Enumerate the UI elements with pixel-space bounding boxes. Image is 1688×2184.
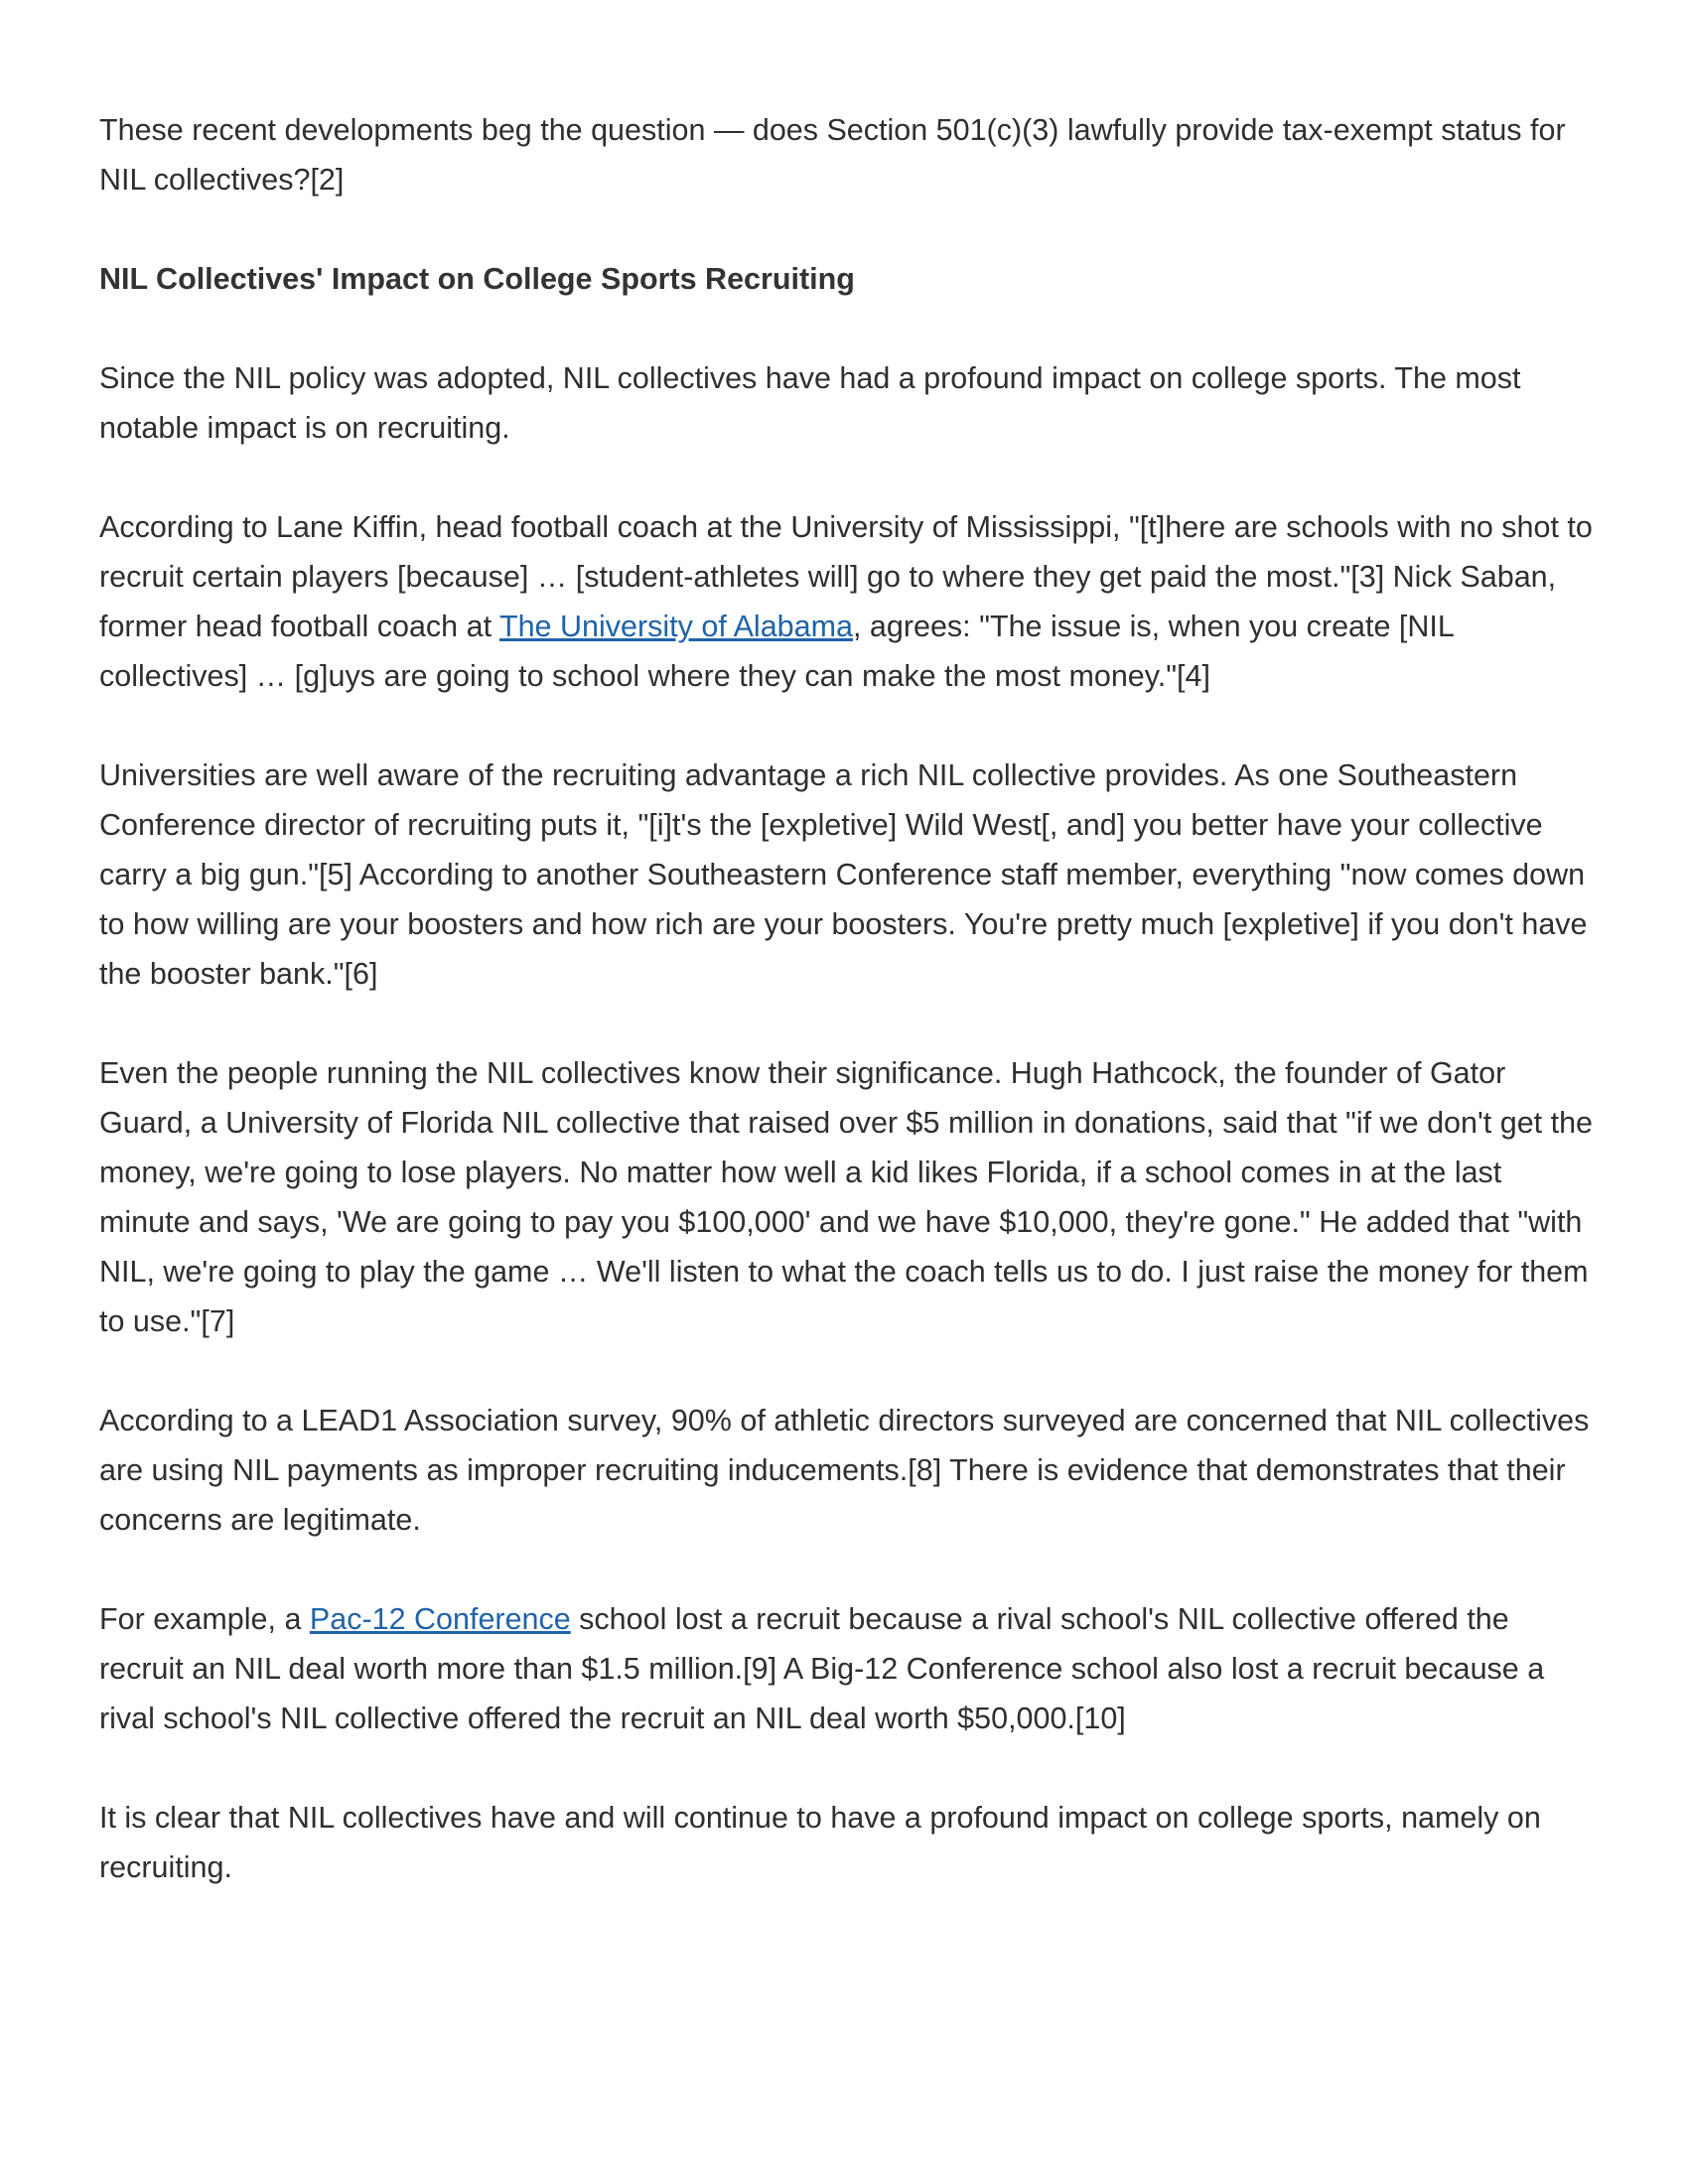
paragraph-conclusion: It is clear that NIL collectives have and will continue to have a profound impact on college sports, namely on recruiting.	[99, 1801, 1541, 1884]
paragraph-lead1-survey: According to a LEAD1 Association survey, 90% of athletic directors surveyed are concerned that NIL collectives are using NIL payments as improper recruiting inducements.[8] There is evidence that demonstrates that their concerns are legitimate.	[99, 1404, 1590, 1537]
paragraph-text: school lost a recruit because a rival school's NIL collective offered the recruit an NIL deal worth more than $1.5 million.[9] A Big-12 Conference school also lost a recruit because a rival school's NIL collective offered the recruit an NIL deal worth $50,000.[10]	[99, 1602, 1545, 1735]
paragraph-examples	[99, 1594, 1599, 1743]
paragraph-text: For example, a	[99, 1602, 310, 1636]
document-page	[99, 105, 1599, 1942]
section-heading: NIL Collectives' Impact on College Sports Recruiting	[99, 262, 855, 296]
paragraph-text: , agrees: "The issue is, when you create [NIL collectives] … [g]uys are going to school where they can make the most money."[4]	[99, 610, 1454, 693]
paragraph-kiffin-saban	[99, 502, 1599, 701]
paragraph-text: According to Lane Kiffin, head football coach at the University of Mississippi, "[t]here are schools with no shot to recruit certain players [because] … [student-athletes will] go to where they get paid the most."[3] Nick Saban, former head football coach at	[99, 510, 1593, 643]
paragraph-hathcock: Even the people running the NIL collectives know their significance. Hugh Hathcock, the founder of Gator Guard, a University of Florida NIL collective that raised over $5 million in donations, said that "if we don't get the money, we're going to lose players. No matter how well a kid likes Florida, if a school comes in at the last minute and says, 'We are going to pay you $100,000' and we have $10,000, they're gone." He added that "with NIL, we're going to play the game … We'll listen to what the coach tells us to do. I just raise the money for them to use."[7]	[99, 1056, 1594, 1338]
pac12-link[interactable]: Pac-12 Conference	[309, 1602, 571, 1636]
alabama-link[interactable]: The University of Alabama	[498, 610, 853, 643]
paragraph-recruiting-advantage: Universities are well aware of the recruiting advantage a rich NIL collective provides. As one Southeastern Conference director of recruiting puts it, "[i]t's the [expletive] Wild West[, and] you better have your collective carry a big gun."[5] According to another Southeastern Conference staff member, everything "now comes down to how willing are your boosters and how rich are your boosters. You're pretty much [expletive] if you don't have the booster bank."[6]	[99, 758, 1588, 991]
paragraph-recruiting-impact: Since the NIL policy was adopted, NIL collectives have had a profound impact on college sports. The most notable impact is on recruiting.	[99, 361, 1521, 445]
intro-paragraph: These recent developments beg the question — does Section 501(c)(3) lawfully provide tax-exempt status for NIL collectives?[2]	[99, 113, 1566, 197]
